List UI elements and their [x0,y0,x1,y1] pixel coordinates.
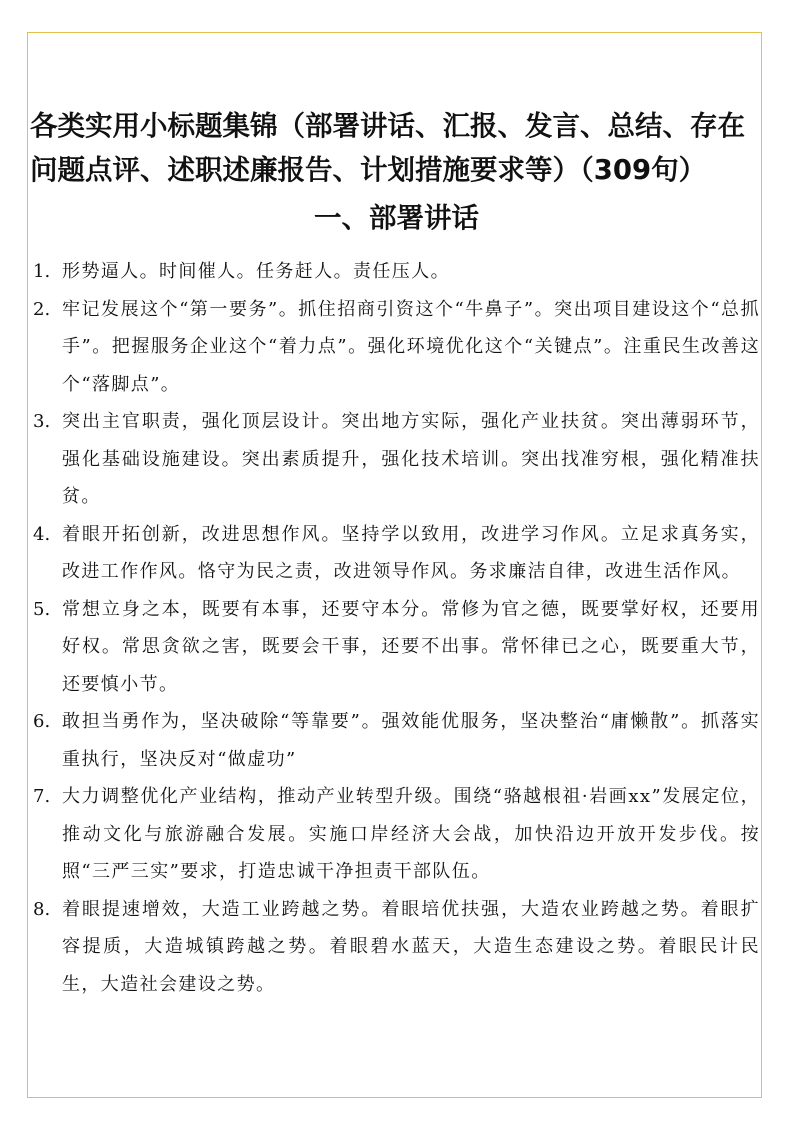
list-item [33,403,760,516]
item-number: 2. [33,298,51,320]
item-text: 着眼开拓创新，改进思想作风。坚持学以致用，改进学习作风。立足求真务实，改进工作作风。恪守为民之责，改进领导作风。务求廉洁自律，改进生活作风。 [62,523,760,582]
item-text: 常想立身之本，既要有本事，还要守本分。常修为官之德，既要掌好权，还要用好权。常思贪欲之害，既要会干事，还要不出事。常怀律已之心，既要重大节，还要慎小节。 [62,598,760,695]
list-item [33,253,760,291]
list-item [33,291,760,404]
item-text: 突出主官职责，强化顶层设计。突出地方实际，强化产业扶贫。突出薄弱环节，强化基础设施建设。突出素质提升，强化技术培训。突出找准穷根，强化精准扶贫。 [62,411,760,507]
section-heading: 一、部署讲话 [314,202,479,234]
list-item [33,591,760,704]
document-title: 各类实用小标题集锦（部署讲话、汇报、发言、总结、存在问题点评、述职述廉报告、计划措施要求等）（309句） [30,110,745,186]
item-text: 牢记发展这个“第一要务”。抓住招商引资这个“牛鼻子”。突出项目建设这个“总抓手”。把握服务企业这个“着力点”。强化环境优化这个“关键点”。注重民生改善这个“落脚点”。 [62,298,760,395]
list-item [33,891,760,1004]
list-item [33,703,760,778]
item-number: 5. [33,598,51,620]
item-number: 8. [33,898,51,920]
item-number: 7. [33,786,51,807]
item-text: 形势逼人。时间催人。任务赶人。责任压人。 [62,261,450,282]
item-text: 着眼提速增效，大造工业跨越之势。着眼培优扶强，大造农业跨越之势。着眼扩容提质，大造城镇跨越之势。着眼碧水蓝天，大造生态建设之势。着眼民计民生，大造社会建设之势。 [62,898,760,995]
list-item [33,516,760,591]
item-number: 6. [33,711,51,732]
item-text: 敢担当勇作为，坚决破除“等靠要”。强效能优服务，坚决整治“庸懒散”。抓落实重执行，坚决反对“做虚功” [62,711,760,770]
item-number: 4. [33,523,51,545]
numbered-list [33,253,760,1003]
list-item [33,778,760,891]
item-number: 3. [33,411,51,432]
item-text: 大力调整优化产业结构，推动产业转型升级。围绕“骆越根祖·岩画xx”发展定位，推动文化与旅游融合发展。实施口岸经济大会战，加快沿边开放开发步伐。按照“三严三实”要求，打造忠诚干净担责干部队伍。 [62,786,760,882]
item-number: 1. [33,261,51,282]
